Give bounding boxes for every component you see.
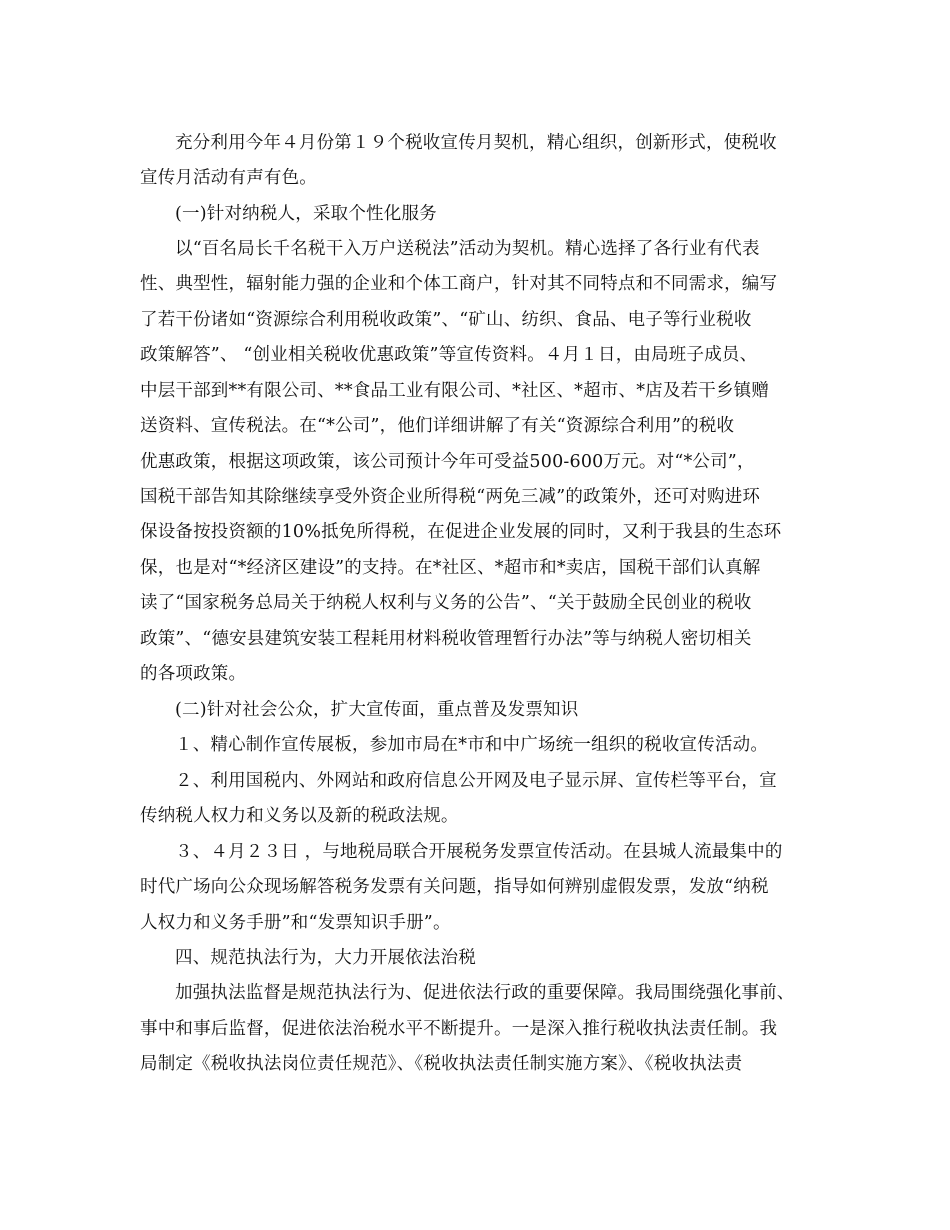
paragraph-2-line-12: 政策”、“德安县建筑安装工程耗用材料税收管理暂行办法”等与纳税人密切相关 [140,629,752,649]
list-item-2-line-2: 传纳税人权力和义务以及新的税政法规。 [140,806,459,826]
paragraph-2-line-2: 性、典型性，辐射能力强的企业和个体工商户，针对其不同特点和不同需求，编写 [140,274,778,294]
paragraph-2-line-1: 以“百名局长千名税干入万户送税法”活动为契机。精心选择了各行业有代表 [175,239,760,259]
list-item-2-line-1: ２、利用国税内、外网站和政府信息公开网及电子显示屏、宣传栏等平台，宣 [175,771,777,791]
paragraph-2-line-7: 优惠政策，根据这项政策，该公司预计今年可受益500-600万元。对“*公司”， [140,452,755,472]
list-item-3-line-3: 人权力和义务手册”和“发票知识手册”。 [140,913,451,933]
section-heading-2: (二)针对社会公众，扩大宣传面，重点普及发票知识 [175,700,579,720]
paragraph-2-line-6: 送资料、宣传税法。在“*公司”，他们详细讲解了有关“资源综合利用”的税收 [140,416,735,436]
list-item-1: １、精心制作宣传展板，参加市局在*市和中广场统一组织的税收宣传活动。 [175,735,769,755]
paragraph-2-line-8: 国税干部告知其除继续享受外资企业所得税“两免三减”的政策外，还可对购进环 [140,487,761,507]
paragraph-1-line-2: 宣传月活动有声有色。 [140,168,317,188]
paragraph-1-line-1: 充分利用今年４月份第１９个税收宣传月契机，精心组织，创新形式，使税收 [175,133,777,153]
paragraph-3-line-2: 事中和事后监督，促进依法治税水平不断提升。一是深入推行税收执法责任制。我 [140,1019,778,1039]
paragraph-2-line-4: 政策解答”、 “创业相关税收优惠政策”等宣传资料。４月１日，由局班子成员、 [140,345,758,365]
paragraph-2-line-3: 了若干份诸如“资源综合利用税收政策”、“矿山、纺织、食品、电子等行业税收 [140,310,752,330]
paragraph-3-line-1: 加强执法监督是规范执法行为、促进依法行政的重要保障。我局围绕强化事前、 [175,983,795,1003]
section-heading-3: 四、规范执法行为，大力开展依法治税 [175,948,476,968]
paragraph-2-line-10: 保，也是对“*经济区建设”的支持。在*社区、*超市和*卖店，国税干部们认真解 [140,558,761,578]
paragraph-3-line-3: 局制定《税收执法岗位责任规范》、《税收执法责任制实施方案》、《税收执法责 [140,1054,743,1074]
section-heading-1: (一)针对纳税人，采取个性化服务 [175,204,437,224]
list-item-3-line-2: 时代广场向公众现场解答税务发票有关问题，指导如何辨别虚假发票，发放“纳税 [140,877,769,897]
paragraph-2-line-11: 读了“国家税务总局关于纳税人权利与义务的公告”、“关于鼓励全民创业的税收 [140,593,752,613]
paragraph-2-line-5: 中层干部到**有限公司、**食品工业有限公司、*社区、*超市、*店及若干乡镇赠 [140,381,770,401]
paragraph-2-line-9: 保设备按投资额的10%抵免所得税，在促进企业发展的同时，又利于我县的生态环 [140,522,782,542]
paragraph-2-line-13: 的各项政策。 [140,664,247,684]
list-item-3-line-1: ３、４月２３日 ，与地税局联合开展税务发票宣传活动。在县城人流最集中的 [175,842,783,862]
